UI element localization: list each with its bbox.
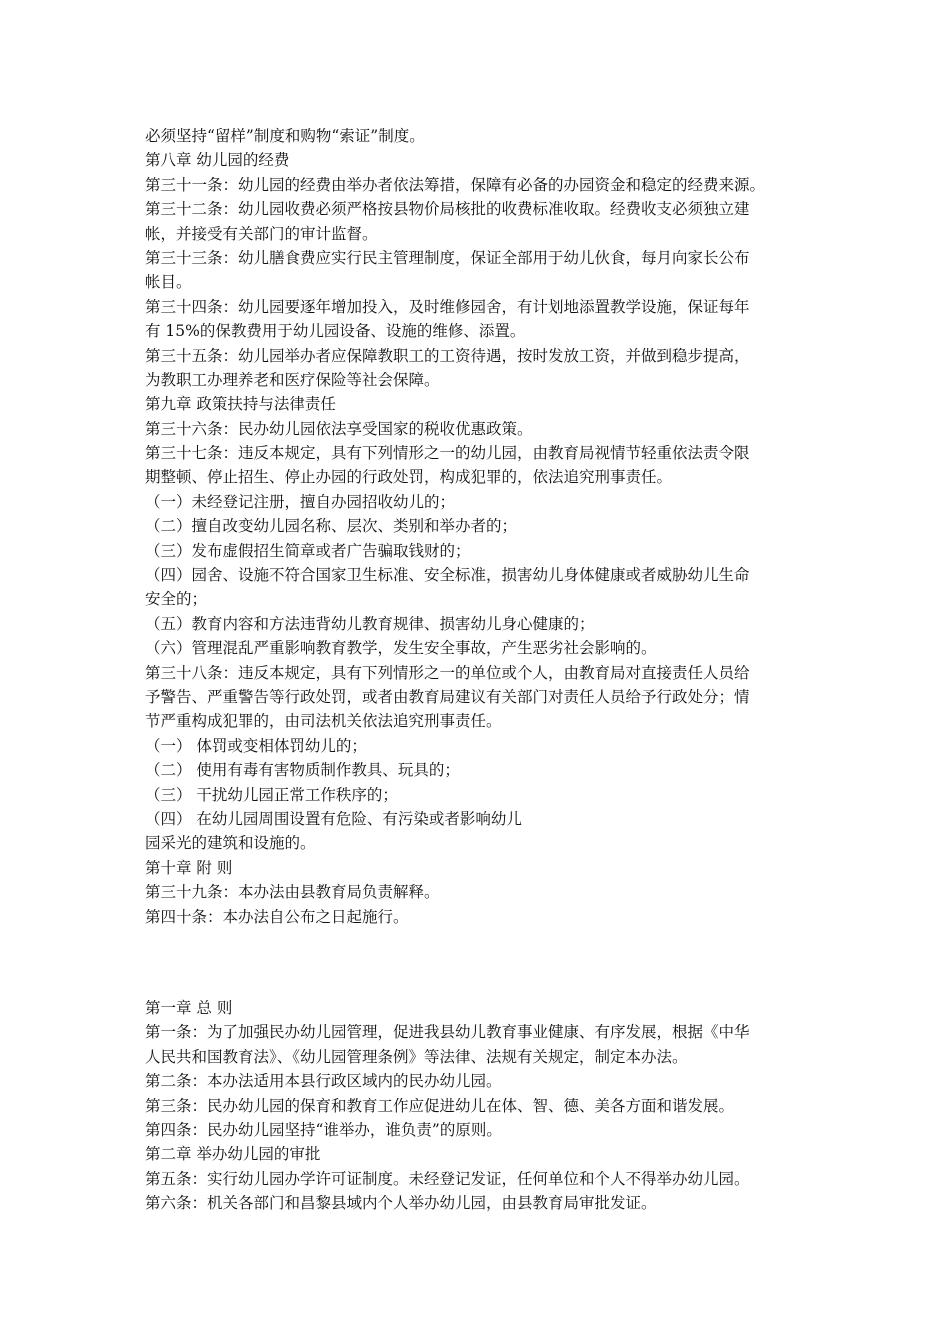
text-line: （四）园舍、设施不符合国家卫生标准、安全标准，损害幼儿身体健康或者威胁幼儿生命 — [145, 566, 750, 585]
text-line: （一） 体罚或变相体罚幼儿的； — [145, 736, 367, 755]
text-line: 第五条：实行幼儿园办学许可证制度。未经登记发证，任何单位和个人不得举办幼儿园。 — [145, 1169, 750, 1188]
text-line: 第三十二条：幼儿园收费必须严格按县物价局核批的收费标准收取。经费收支必须独立建 — [145, 200, 750, 219]
text-line: 为教职工办理养老和医疗保险等社会保障。 — [145, 370, 440, 389]
text-line: 人民共和国教育法》、《幼儿园管理条例》等法律、法规有关规定，制定本办法。 — [145, 1047, 688, 1066]
text-line: 第二条：本办法适用本县行政区域内的民办幼儿园。 — [145, 1072, 502, 1091]
text-line: 第十章 附 则 — [145, 858, 233, 877]
text-line: 帐，并接受有关部门的审计监督。 — [145, 224, 378, 243]
text-line: 第三条：民办幼儿园的保育和教育工作应促进幼儿在体、智、德、美各方面和谐发展。 — [145, 1096, 735, 1115]
text-line: 第一条：为了加强民办幼儿园管理，促进我县幼儿教育事业健康、有序发展，根据《中华 — [145, 1023, 750, 1042]
text-line: （三） 干扰幼儿园正常工作秩序的； — [145, 785, 398, 804]
text-line: （二） 使用有毒有害物质制作教具、玩具的； — [145, 761, 460, 780]
text-line: 第三十七条：违反本规定，具有下列情形之一的幼儿园，由教育局视情节轻重依法责令限 — [145, 444, 750, 463]
text-line: 第四条：民办幼儿园坚持“谁举办，谁负责”的原则。 — [145, 1120, 502, 1139]
text-block-upper — [145, 124, 815, 929]
text-line: 有 15%的保教费用于幼儿园设备、设施的维修、添置。 — [145, 322, 526, 341]
text-line: 第八章 幼儿园的经费 — [145, 151, 290, 170]
text-line: 第四十条：本办法自公布之日起施行。 — [145, 907, 409, 926]
text-line: 第三十四条：幼儿园要逐年增加投入，及时维修园舍，有计划地添置教学设施，保证每年 — [145, 297, 750, 316]
text-line: 节严重构成犯罪的，由司法机关依法追究刑事责任。 — [145, 712, 502, 731]
text-line: 第九章 政策扶持与法律责任 — [145, 395, 336, 414]
text-line: 第三十八条：违反本规定，具有下列情形之一的单位或个人，由教育局对直接责任人员给 — [145, 663, 750, 682]
text-line: 园采光的建筑和设施的。 — [145, 834, 316, 853]
text-line: （一）未经登记注册，擅自办园招收幼儿的； — [145, 492, 456, 511]
text-line: 第三十三条：幼儿膳食费应实行民主管理制度，保证全部用于幼儿伙食，每月向家长公布 — [145, 248, 750, 267]
text-line: 第三十一条：幼儿园的经费由举办者依法筹措，保障有必备的办园资金和稳定的经费来源。 — [145, 175, 766, 194]
text-line: 必须坚持“留样”制度和购物“索证”制度。 — [145, 127, 425, 145]
text-line: 帐目。 — [145, 273, 192, 292]
text-line: （六）管理混乱严重影响教育教学，发生安全事故，产生恶劣社会影响的。 — [145, 639, 657, 658]
text-line: （五）教育内容和方法违背幼儿教育规律、损害幼儿身心健康的； — [145, 614, 595, 633]
text-line: 第六条：机关各部门和昌黎县域内个人举办幼儿园，由县教育局审批发证。 — [145, 1194, 657, 1213]
text-line: 予警告、严重警告等行政处罚，或者由教育局建议有关部门对责任人员给予行政处分；情 — [145, 687, 750, 706]
text-line: 期整顿、停止招生、停止办园的行政处罚，构成犯罪的，依法追究刑事责任。 — [145, 468, 673, 487]
text-line: 第二章 举办幼儿园的审批 — [145, 1145, 321, 1164]
text-line: （二）擅自改变幼儿园名称、层次、类别和举办者的； — [145, 517, 518, 536]
text-line: 第一章 总 则 — [145, 999, 233, 1017]
text-line: 第三十五条：幼儿园举办者应保障教职工的工资待遇，按时发放工资，并做到稳步提高， — [145, 346, 750, 365]
text-block-lower — [145, 996, 815, 1216]
text-line: 安全的； — [145, 590, 208, 609]
text-line: （三）发布虚假招生简章或者广告骗取钱财的； — [145, 541, 471, 560]
text-line: （四） 在幼儿园周围设置有危险、有污染或者影响幼儿 — [145, 809, 522, 828]
text-line: 第三十六条：民办幼儿园依法享受国家的税收优惠政策。 — [145, 419, 533, 438]
text-line: 第三十九条：本办法由县教育局负责解释。 — [145, 883, 440, 902]
